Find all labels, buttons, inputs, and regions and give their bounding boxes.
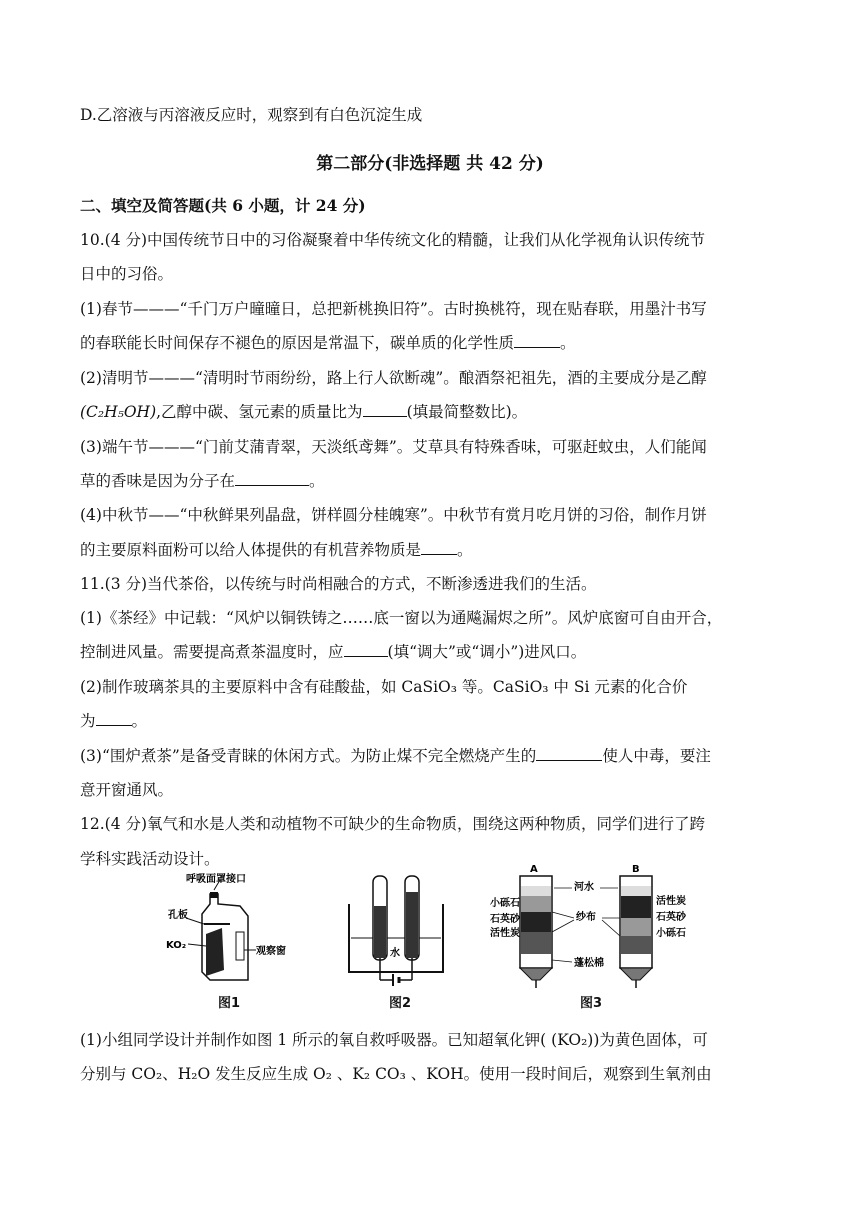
answer-blank[interactable] bbox=[514, 332, 560, 348]
q11-2-line-1: (2)制作玻璃茶具的主要原料中含有硅酸盐，如 CaSiO₃ 等。CaSiO₃ 中 Si 元素的化合价 bbox=[80, 678, 688, 696]
period: 。 bbox=[457, 541, 473, 559]
q10-1-line-1: (1)春节———“千门万户曈曈日，总把新桃换旧符”。古时换桃符，现在贴春联，用墨汁书写 bbox=[80, 300, 707, 318]
fig3-label-a: A bbox=[530, 864, 538, 875]
q11-3-line-1 bbox=[80, 745, 711, 767]
q10-1-line-2 bbox=[80, 332, 576, 354]
q11-3-text: (3)“围炉煮茶”是备受青睐的休闲方式。为防止煤不完全燃烧产生的 bbox=[80, 747, 537, 765]
answer-blank[interactable] bbox=[363, 401, 407, 417]
part-two-title: 第二部分(非选择题 共 42 分) bbox=[316, 154, 544, 174]
q10-3-line-1: (3)端午节———“门前艾蒲青翠，天淡纸鸢舞”。艾草具有特殊香味，可驱赶蚊虫，人们能闻 bbox=[80, 438, 707, 456]
q10-4-line-1: (4)中秋节——“中秋鲜果列晶盘，饼样圆分桂魄寒”。中秋节有赏月吃月饼的习俗，制作月饼 bbox=[80, 506, 707, 524]
fig1-label-ko2: KO₂ bbox=[166, 940, 187, 951]
figure-2-electrolysis bbox=[343, 872, 453, 987]
fig1-label-plate: 孔板 bbox=[168, 910, 188, 921]
q10-4-text: 的主要原料面粉可以给人体提供的有机营养物质是 bbox=[80, 541, 422, 559]
q11-2-text: 为 bbox=[80, 712, 96, 730]
q11-3-tail: 使人中毒，要注 bbox=[602, 747, 711, 765]
fig3-label-b: B bbox=[632, 864, 640, 875]
figure-1-oxygen-respirator bbox=[160, 872, 300, 987]
figure-1-caption: 图1 bbox=[218, 996, 241, 1011]
q12-stem-1: 12.(4 分)氧气和水是人类和动植物不可缺少的生命物质，围绕这两种物质，同学们进行了跨 bbox=[80, 815, 706, 833]
q12-1-line-2: 分别与 CO₂、H₂O 发生反应生成 O₂ 、K₂ CO₃ 、KOH。使用一段时间后，观察到生氧剂由 bbox=[80, 1065, 712, 1083]
fig3-label-carbon-left: 活性炭 bbox=[490, 928, 520, 939]
q10-3-line-2 bbox=[80, 470, 325, 492]
answer-blank[interactable] bbox=[536, 745, 602, 761]
q10-2-text: ,乙醇中碳、氢元素的质量比为 bbox=[156, 403, 363, 421]
q12-stem-2: 学科实践活动设计。 bbox=[80, 850, 220, 868]
answer-blank[interactable] bbox=[235, 470, 309, 486]
q11-1-line-2 bbox=[80, 641, 586, 663]
q12-1-line-1: (1)小组同学设计并制作如图 1 所示的氧自救呼吸器。已知超氧化钾( (KO₂))为黄色固体，可 bbox=[80, 1031, 708, 1049]
fig3-label-cotton: 蓬松棉 bbox=[574, 958, 604, 969]
fig3-label-gravel-right: 小砾石 bbox=[656, 928, 686, 939]
q10-4-line-2 bbox=[80, 539, 473, 561]
q11-stem: 11.(3 分)当代茶俗，以传统与时尚相融合的方式，不断渗透进我们的生活。 bbox=[80, 575, 597, 593]
figure-3-caption: 图3 bbox=[580, 996, 603, 1011]
figure-3-water-filters bbox=[490, 864, 690, 992]
q10-2-tail: (填最简整数比)。 bbox=[406, 403, 528, 421]
fig1-label-window: 观察窗 bbox=[256, 946, 286, 957]
q10-stem-1: 10.(4 分)中国传统节日中的习俗凝聚着中华传统文化的精髓，让我们从化学视角认识传统节 bbox=[80, 231, 706, 249]
fig1-label-mask: 呼吸面罩接口 bbox=[186, 874, 246, 885]
fig3-label-gauze: 纱布 bbox=[576, 912, 596, 923]
figures-row bbox=[160, 864, 686, 1012]
q10-3-text: 草的香味是因为分子在 bbox=[80, 472, 236, 490]
fig3-label-river-water: 河水 bbox=[574, 882, 594, 893]
q11-2-line-2 bbox=[80, 710, 147, 732]
q11-1-line-1: (1)《茶经》中记载：“风炉以铜铁铸之……底一窗以为通飚漏烬之所”。风炉底窗可自由开合， bbox=[80, 609, 723, 627]
fig3-label-quartz-left: 石英砂 bbox=[490, 914, 520, 925]
q11-3-line-2: 意开窗通风。 bbox=[80, 781, 174, 799]
period: 。 bbox=[309, 472, 325, 490]
period: 。 bbox=[131, 712, 148, 730]
fig2-label-water: 水 bbox=[390, 948, 400, 959]
q11-1-text: 控制进风量。需要提高煮茶温度时，应 bbox=[80, 643, 344, 661]
figure-2-caption: 图2 bbox=[389, 996, 412, 1011]
fig3-label-quartz-right: 石英砂 bbox=[656, 912, 686, 923]
answer-blank[interactable] bbox=[421, 539, 457, 555]
answer-blank[interactable] bbox=[96, 710, 132, 726]
q11-1-tail: (填“调大”或“调小”)进风口。 bbox=[387, 643, 587, 661]
q10-stem-2: 日中的习俗。 bbox=[80, 265, 174, 283]
fig3-label-carbon-right: 活性炭 bbox=[656, 896, 686, 907]
ethanol-formula: (C₂H₅OH) bbox=[80, 403, 157, 421]
answer-blank[interactable] bbox=[344, 641, 388, 657]
q10-2-line-2 bbox=[80, 401, 527, 423]
q10-2-line-1: (2)清明节———“清明时节雨纷纷，路上行人欲断魂”。酿酒祭祀祖先，酒的主要成分是乙醇 bbox=[80, 369, 707, 387]
option-d: D.乙溶液与丙溶液反应时，观察到有白色沉淀生成 bbox=[80, 106, 423, 124]
section-two-heading: 二、填空及简答题(共 6 小题，计 24 分) bbox=[80, 196, 366, 215]
q10-1-text: 的春联能长时间保存不褪色的原因是常温下，碳单质的化学性质 bbox=[80, 334, 515, 352]
period: 。 bbox=[560, 334, 576, 352]
fig3-label-gravel-left: 小砾石 bbox=[490, 898, 520, 909]
